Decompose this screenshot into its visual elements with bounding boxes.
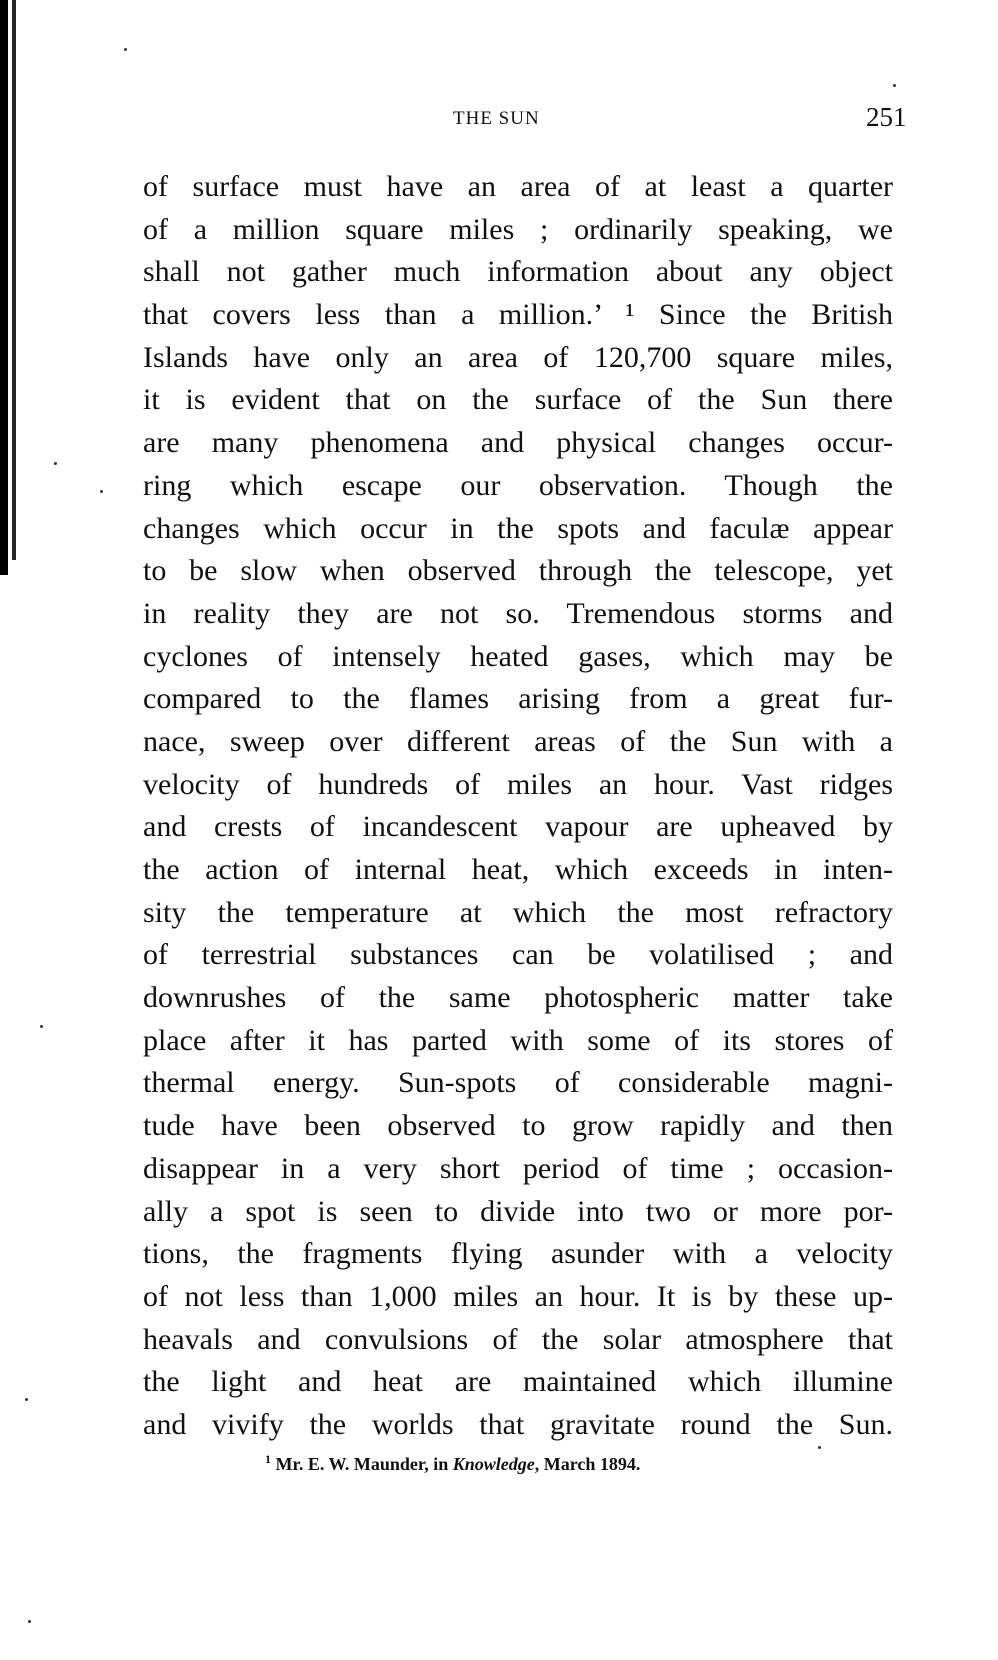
text-line: disappear in a very short period of time ; occasion- [143, 1151, 893, 1185]
binding-edge-shadow-inner [12, 0, 16, 560]
page-number: 251 [866, 102, 907, 132]
footnote-source-title: Knowledge [452, 1454, 535, 1474]
text-line: and crests of incandescent vapour are upheaved by [143, 810, 893, 844]
footnote-text: Mr. E. W. Maunder, in [275, 1454, 453, 1474]
text-line: nace, sweep over different areas of the Sun with a [143, 724, 893, 758]
body-text [143, 166, 893, 1447]
binding-edge-shadow [0, 0, 8, 575]
text-line: of not less than 1,000 miles an hour. It is by these up- [143, 1279, 893, 1313]
text-line: cyclones of intensely heated gases, which may be [143, 639, 893, 673]
text-line: the light and heat are maintained which illumine [143, 1365, 893, 1399]
footnote-date: , March 1894. [534, 1454, 641, 1474]
text-line: Islands have only an area of 120,700 square miles, [143, 340, 893, 374]
text-line: and vivify the worlds that gravitate round the Sun. [143, 1407, 893, 1441]
scan-speck [25, 1398, 28, 1401]
footnote-marker: 1 [265, 1452, 271, 1466]
text-line: are many phenomena and physical changes occur- [143, 426, 893, 460]
text-line: sity the temperature at which the most refractory [143, 895, 893, 929]
running-title: THE SUN [453, 108, 540, 129]
text-line: of terrestrial substances can be volatilised ; and [143, 938, 893, 972]
scan-speck [54, 462, 57, 465]
text-line: tude have been observed to grow rapidly and then [143, 1109, 893, 1143]
text-line: place after it has parted with some of its stores of [143, 1023, 893, 1057]
text-line: of surface must have an area of at least a quarter [143, 170, 893, 203]
text-line: tions, the fragments flying asunder with a velocity [143, 1237, 893, 1271]
text-line: the action of internal heat, which exceeds in inten- [143, 853, 893, 886]
text-line: shall not gather much information about any object [143, 255, 893, 289]
footnote [265, 1452, 640, 1475]
scan-speck [124, 48, 127, 51]
scan-speck [100, 490, 103, 493]
scan-speck [28, 1620, 31, 1623]
running-head [0, 102, 998, 138]
text-line: heavals and convulsions of the solar atmosphere that [143, 1322, 893, 1356]
text-line: changes which occur in the spots and faculæ appear [143, 511, 893, 545]
scan-speck [40, 1025, 43, 1028]
text-line: in reality they are not so. Tremendous storms and [143, 596, 893, 630]
text-line: compared to the flames arising from a great fur- [143, 682, 893, 716]
text-line: velocity of hundreds of miles an hour. Vast ridges [143, 767, 893, 801]
text-line: thermal energy. Sun-spots of considerable magni- [143, 1066, 893, 1100]
text-line: ally a spot is seen to divide into two or more por- [143, 1194, 893, 1228]
text-line: ring which escape our observation. Though the [143, 468, 893, 502]
scan-speck [893, 84, 896, 87]
text-line: of a million square miles ; ordinarily speaking, we [143, 212, 893, 246]
scan-speck [818, 1446, 821, 1449]
text-line: it is evident that on the surface of the Sun there [143, 383, 893, 417]
text-line: that covers less than a million.’ ¹ Since the British [143, 298, 893, 332]
text-line: to be slow when observed through the telescope, yet [143, 554, 893, 588]
text-line: downrushes of the same photospheric matter take [143, 981, 893, 1015]
